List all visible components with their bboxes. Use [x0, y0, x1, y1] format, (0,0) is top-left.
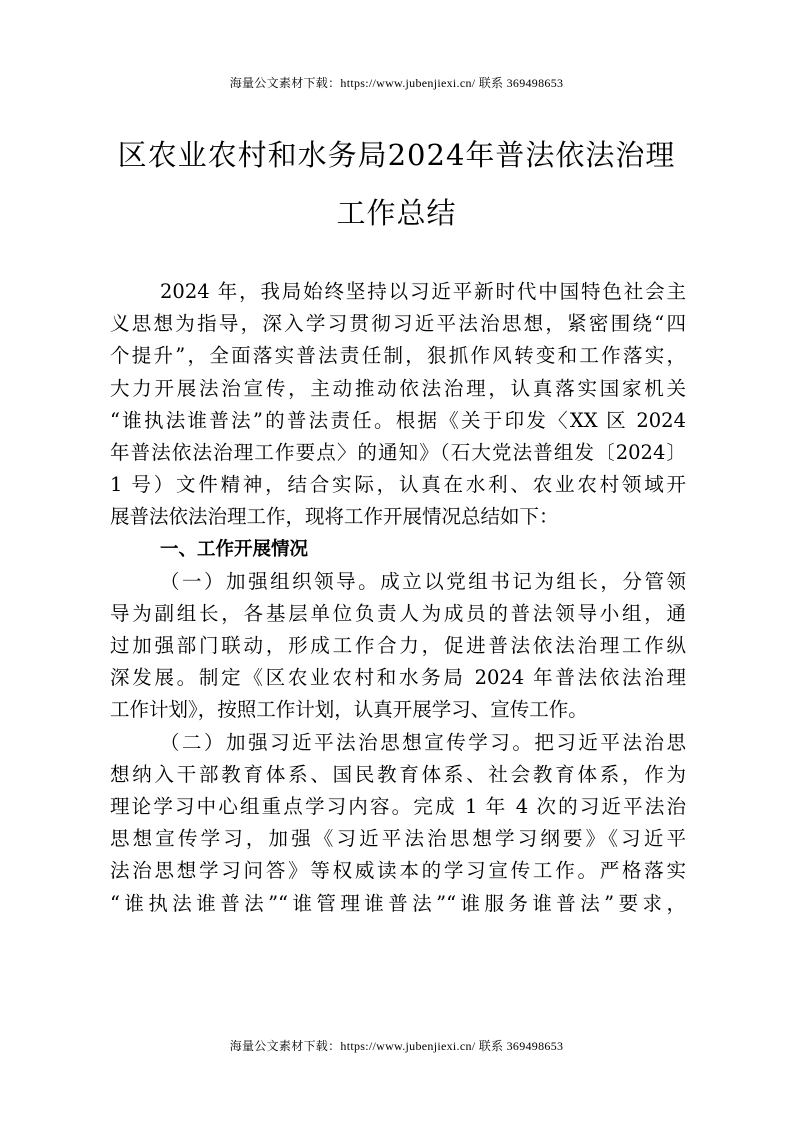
document-body: [110, 276, 686, 920]
item2-line: 思想宣传学习，加强《习近平法治思想学习纲要》《习近平: [110, 827, 686, 851]
page-footer: 海量公文素材下载：https://www.jubenjiexi.cn/ 联系 369498653: [229, 1039, 564, 1053]
item2-line: 理论学习中心组重点学习内容。完成 1 年 4 次的习近平法治: [110, 795, 686, 818]
item2-label: （二）加强习近平法治思想宣传学习。: [160, 730, 535, 754]
title-line-2: 工作总结: [336, 196, 457, 230]
intro-line: 1 号）文件精神，结合实际，认真在水利、农业农村领域开: [110, 473, 686, 497]
intro-line: 年普法依法治理工作要点〉的通知》（石大党法普组发〔2024〕: [110, 440, 686, 464]
intro-line: 义思想为指导，深入学习贯彻习近平法治思想，紧密围绕“四: [110, 312, 686, 336]
item1-line: 导为副组长，各基层单位负责人为成员的普法领导小组，通: [110, 601, 686, 625]
section-heading: 一、工作开展情况: [160, 538, 309, 560]
item2-line: “谁执法谁普法”“谁管理谁普法”“谁服务谁普法”要求，: [110, 891, 686, 915]
item2-line: 法治思想学习问答》等权威读本的学习宣传工作。严格落实: [110, 859, 686, 883]
item1-line: 深发展。制定《区农业农村和水务局 2024 年普法依法治理: [110, 666, 686, 690]
item1-text: 成立以党组书记为组长，分管领: [380, 569, 686, 593]
item2-line: 想纳入干部教育体系、国民教育体系、社会教育体系，作为: [110, 762, 686, 786]
intro-line: 展普法依法治理工作，现将工作开展情况总结如下：: [110, 505, 559, 529]
intro-line: 大力开展法治宣传，主动推动依法治理，认真落实国家机关: [110, 376, 686, 400]
item1-line: 过加强部门联动，形成工作合力，促进普法依法治理工作纵: [110, 634, 686, 658]
intro-line: “谁执法谁普法”的普法责任。根据《关于印发〈XX 区 2024: [110, 408, 686, 432]
document-title: [100, 126, 693, 242]
page-header: 海量公文素材下载：https://www.jubenjiexi.cn/ 联系 369498653: [229, 76, 564, 90]
item2-first-line: [110, 727, 686, 759]
intro-line: 2024 年，我局始终坚持以习近平新时代中国特色社会主: [160, 280, 686, 303]
item2-text: 把习近平法治思: [534, 730, 686, 754]
item1-line: 工作计划》，按照工作计划，认真开展学习、宣传工作。: [110, 698, 588, 722]
intro-line: 个提升”，全面落实普法责任制，狠抓作风转变和工作落实，: [110, 344, 686, 368]
item1-label: （一）加强组织领导。: [160, 569, 381, 593]
title-line-1: 区农业农村和水务局2024年普法依法治理: [117, 138, 676, 172]
item1-first-line: [110, 566, 686, 598]
